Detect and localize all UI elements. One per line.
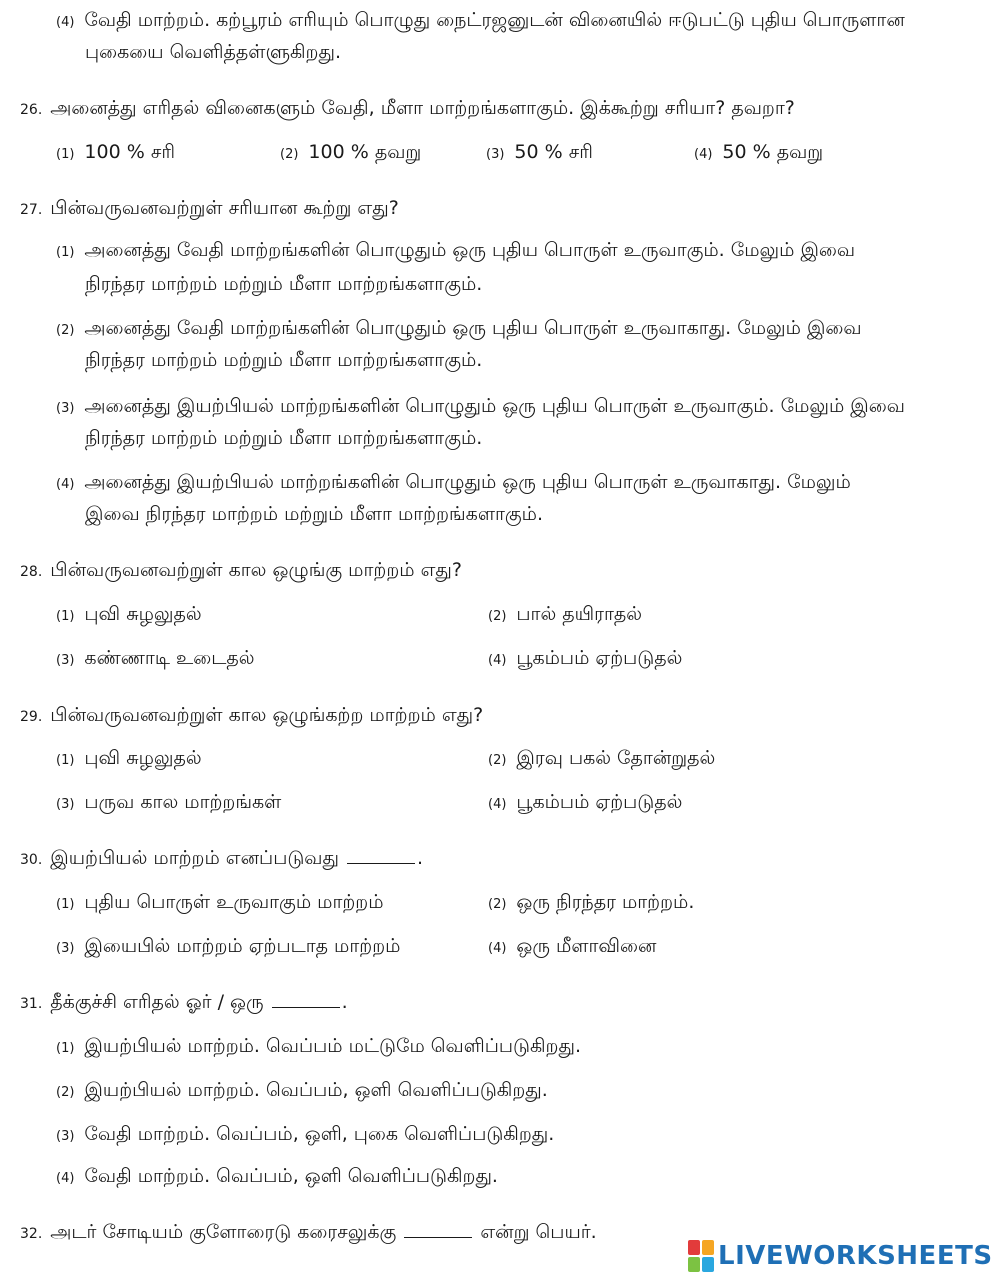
q25-option-4-continued bbox=[85, 40, 341, 64]
liveworksheets-mark-icon bbox=[688, 1240, 714, 1272]
answer-blank[interactable] bbox=[404, 1221, 472, 1238]
option-number: (4) bbox=[488, 941, 507, 956]
option-number: (2) bbox=[488, 897, 507, 912]
question-31 bbox=[20, 990, 348, 1016]
option-text: வேதி மாற்றம். வெப்பம், ஒளி வெளிப்படுகிறது. bbox=[84, 1165, 498, 1187]
option-number: (4) bbox=[56, 1171, 75, 1186]
q29-option-3[interactable] bbox=[56, 790, 281, 817]
option-text: அனைத்து வேதி மாற்றங்களின் பொழுதும் ஒரு புதிய பொருள் உருவாகும். மேலும் இவை bbox=[84, 239, 856, 261]
option-number: (4) bbox=[56, 15, 75, 30]
question-26 bbox=[20, 96, 795, 122]
question-number: 28. bbox=[20, 564, 43, 580]
option-number: (1) bbox=[56, 245, 75, 260]
option-number: (4) bbox=[694, 147, 713, 162]
option-text: புவி சுழலுதல் bbox=[84, 603, 202, 625]
option-text: 50 % சரி bbox=[514, 141, 593, 163]
option-number: (2) bbox=[488, 609, 507, 624]
option-number: (3) bbox=[486, 147, 505, 162]
option-text: 50 % தவறு bbox=[722, 141, 824, 163]
q27-option-4-continued bbox=[85, 502, 543, 526]
option-number: (3) bbox=[56, 1129, 75, 1144]
q27-option-3-continued bbox=[85, 426, 482, 450]
option-text: நிரந்தர மாற்றம் மற்றும் மீளா மாற்றங்களாகும். bbox=[85, 349, 483, 371]
q25-option-4 bbox=[56, 8, 905, 35]
question-number: 26. bbox=[20, 102, 43, 118]
question-text: பின்வருவனவற்றுள் கால ஒழுங்கற்ற மாற்றம் எது? bbox=[50, 704, 484, 726]
question-number: 31. bbox=[20, 996, 43, 1012]
option-text: அனைத்து இயற்பியல் மாற்றங்களின் பொழுதும் ஒரு புதிய பொருள் உருவாகும். மேலும் இவை bbox=[84, 395, 905, 417]
question-text: பின்வருவனவற்றுள் சரியான கூற்று எது? bbox=[50, 197, 399, 219]
q28-option-3[interactable] bbox=[56, 646, 255, 673]
q29-option-2[interactable] bbox=[488, 746, 715, 773]
question-27 bbox=[20, 196, 399, 222]
option-text: பருவ கால மாற்றங்கள் bbox=[84, 791, 282, 813]
question-text: பின்வருவனவற்றுள் கால ஒழுங்கு மாற்றம் எது? bbox=[50, 559, 462, 581]
option-text: ஒரு மீளாவினை bbox=[516, 935, 657, 957]
liveworksheets-logo[interactable] bbox=[688, 1236, 994, 1276]
option-text: இரவு பகல் தோன்றுதல் bbox=[516, 747, 716, 769]
option-text: பூகம்பம் ஏற்படுதல் bbox=[516, 647, 683, 669]
q30-option-2[interactable] bbox=[488, 890, 694, 917]
option-text: புகையை வெளித்தள்ளுகிறது. bbox=[85, 41, 341, 63]
question-number: 29. bbox=[20, 709, 43, 725]
option-text: வேதி மாற்றம். வெப்பம், ஒளி, புகை வெளிப்படுகிறது. bbox=[84, 1123, 555, 1145]
option-number: (1) bbox=[56, 1041, 75, 1056]
question-number: 32. bbox=[20, 1226, 43, 1242]
option-number: (3) bbox=[56, 653, 75, 668]
option-number: (3) bbox=[56, 797, 75, 812]
q30-option-1[interactable] bbox=[56, 890, 384, 917]
q28-option-2[interactable] bbox=[488, 602, 642, 629]
option-number: (2) bbox=[56, 323, 75, 338]
q27-option-2-continued bbox=[85, 348, 482, 372]
q30-option-4[interactable] bbox=[488, 934, 656, 961]
question-number: 30. bbox=[20, 852, 43, 868]
option-number: (1) bbox=[56, 147, 75, 162]
question-number: 27. bbox=[20, 202, 43, 218]
question-text-end: என்று பெயர். bbox=[480, 1221, 597, 1243]
q27-option-3[interactable] bbox=[56, 394, 905, 421]
option-number: (1) bbox=[56, 753, 75, 768]
option-text: அனைத்து இயற்பியல் மாற்றங்களின் பொழுதும் ஒரு புதிய பொருள் உருவாகாது. மேலும் bbox=[84, 471, 851, 493]
option-text: புதிய பொருள் உருவாகும் மாற்றம் bbox=[84, 891, 384, 913]
option-number: (4) bbox=[56, 477, 75, 492]
q31-option-1[interactable] bbox=[56, 1034, 581, 1061]
q30-option-3[interactable] bbox=[56, 934, 400, 961]
option-text: புவி சுழலுதல் bbox=[84, 747, 202, 769]
q31-option-4[interactable] bbox=[56, 1164, 498, 1191]
q31-option-2[interactable] bbox=[56, 1078, 548, 1105]
option-number: (3) bbox=[56, 401, 75, 416]
question-text-end: . bbox=[417, 847, 424, 869]
option-text: 100 % சரி bbox=[84, 141, 176, 163]
q31-option-3[interactable] bbox=[56, 1122, 554, 1149]
q27-option-1-continued bbox=[85, 272, 482, 296]
q28-option-1[interactable] bbox=[56, 602, 202, 629]
question-29 bbox=[20, 703, 483, 729]
option-number: (4) bbox=[488, 653, 507, 668]
question-text: அடர் சோடியம் குளோரைடு கரைசலுக்கு bbox=[50, 1221, 397, 1243]
q26-option-4[interactable] bbox=[694, 140, 823, 167]
answer-blank[interactable] bbox=[347, 847, 415, 864]
q27-option-1[interactable] bbox=[56, 238, 855, 265]
option-text: பால் தயிராதல் bbox=[516, 603, 643, 625]
option-text: நிரந்தர மாற்றம் மற்றும் மீளா மாற்றங்களாகும். bbox=[85, 273, 483, 295]
question-text: தீக்குச்சி எரிதல் ஓர் / ஒரு bbox=[50, 991, 264, 1013]
option-number: (2) bbox=[280, 147, 299, 162]
option-number: (4) bbox=[488, 797, 507, 812]
option-text: வேதி மாற்றம். கற்பூரம் எரியும் பொழுது நைட்ரஜனுடன் வினையில் ஈடுபட்டு புதிய பொருளான bbox=[84, 9, 905, 31]
question-text-end: . bbox=[341, 991, 348, 1013]
option-text: இவை நிரந்தர மாற்றம் மற்றும் மீளா மாற்றங்களாகும். bbox=[85, 503, 544, 525]
option-number: (3) bbox=[56, 941, 75, 956]
option-text: ஒரு நிரந்தர மாற்றம். bbox=[516, 891, 695, 913]
logo-text: LIVEWORKSHEETS bbox=[718, 1241, 993, 1271]
q26-option-3[interactable] bbox=[486, 140, 593, 167]
answer-blank[interactable] bbox=[272, 991, 340, 1008]
question-32 bbox=[20, 1220, 597, 1246]
option-text: இயைபில் மாற்றம் ஏற்படாத மாற்றம் bbox=[84, 935, 401, 957]
option-number: (1) bbox=[56, 897, 75, 912]
option-text: நிரந்தர மாற்றம் மற்றும் மீளா மாற்றங்களாகும். bbox=[85, 427, 483, 449]
option-text: பூகம்பம் ஏற்படுதல் bbox=[516, 791, 683, 813]
option-text: இயற்பியல் மாற்றம். வெப்பம் மட்டுமே வெளிப்படுகிறது. bbox=[84, 1035, 582, 1057]
option-text: இயற்பியல் மாற்றம். வெப்பம், ஒளி வெளிப்படுகிறது. bbox=[84, 1079, 548, 1101]
q27-option-4[interactable] bbox=[56, 470, 851, 497]
q27-option-2[interactable] bbox=[56, 316, 862, 343]
q28-option-4[interactable] bbox=[488, 646, 682, 673]
q29-option-1[interactable] bbox=[56, 746, 202, 773]
option-number: (2) bbox=[56, 1085, 75, 1100]
option-text: அனைத்து வேதி மாற்றங்களின் பொழுதும் ஒரு புதிய பொருள் உருவாகாது. மேலும் இவை bbox=[84, 317, 862, 339]
option-text: 100 % தவறு bbox=[308, 141, 422, 163]
option-number: (2) bbox=[488, 753, 507, 768]
option-number: (1) bbox=[56, 609, 75, 624]
option-text: கண்ணாடி உடைதல் bbox=[84, 647, 255, 669]
question-30 bbox=[20, 846, 423, 872]
q29-option-4[interactable] bbox=[488, 790, 682, 817]
question-text: இயற்பியல் மாற்றம் எனப்படுவது bbox=[50, 847, 339, 869]
question-text: அனைத்து எரிதல் வினைகளும் வேதி, மீளா மாற்றங்களாகும். இக்கூற்று சரியா? தவறா? bbox=[50, 97, 795, 119]
question-28 bbox=[20, 558, 462, 584]
q26-option-1[interactable] bbox=[56, 140, 175, 167]
q26-option-2[interactable] bbox=[280, 140, 421, 167]
